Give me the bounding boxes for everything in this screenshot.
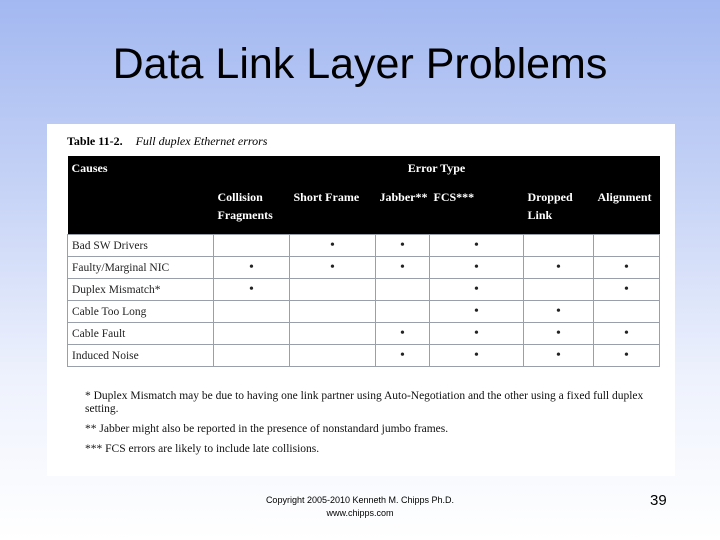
empty-cell <box>524 235 594 257</box>
table-notes <box>85 390 655 463</box>
cause-cell: Bad SW Drivers <box>68 235 214 257</box>
error-bullet: • <box>430 301 524 323</box>
error-bullet: • <box>376 323 430 345</box>
error-bullet: • <box>524 301 594 323</box>
empty-cell <box>214 235 290 257</box>
empty-cell <box>214 301 290 323</box>
note-duplex-mismatch: * Duplex Mismatch may be due to having one link partner using Auto-Negotiation and the other using a fixed full duplex setting. <box>85 390 644 415</box>
empty-cell <box>376 301 430 323</box>
copyright-footer <box>210 494 510 520</box>
error-bullet: • <box>594 345 660 367</box>
error-bullet: • <box>430 345 524 367</box>
column-header: Alignment <box>594 180 660 235</box>
header-error-type: Error Type <box>214 156 660 180</box>
slide-title: Data Link Layer Problems <box>112 40 608 88</box>
error-bullet: • <box>376 345 430 367</box>
cause-cell: Faulty/Marginal NIC <box>68 257 214 279</box>
error-table <box>67 156 660 367</box>
empty-cell <box>290 323 376 345</box>
page-number: 39 <box>650 492 667 509</box>
header-causes: Causes <box>68 156 214 180</box>
empty-cell <box>214 345 290 367</box>
error-bullet: • <box>430 279 524 301</box>
note-jabber: ** Jabber might also be reported in the presence of nonstandard jumbo frames. <box>85 423 449 435</box>
empty-cell <box>290 345 376 367</box>
table-caption <box>67 134 267 149</box>
header-blank <box>68 180 214 235</box>
column-header: Jabber** <box>376 180 430 235</box>
table-caption-number: Table 11-2. <box>67 134 123 148</box>
column-header: Collision Fragments <box>214 180 290 235</box>
error-bullet: • <box>524 323 594 345</box>
column-header: Short Frame <box>290 180 376 235</box>
error-bullet: • <box>214 279 290 301</box>
copyright-text: Copyright 2005-2010 Kenneth M. Chipps Ph.D. <box>265 495 455 505</box>
table-row <box>68 235 660 257</box>
column-header: FCS*** <box>430 180 524 235</box>
empty-cell <box>376 279 430 301</box>
empty-cell <box>214 323 290 345</box>
table-figure <box>47 124 675 476</box>
empty-cell <box>290 301 376 323</box>
empty-cell <box>290 279 376 301</box>
empty-cell <box>594 301 660 323</box>
error-bullet: • <box>290 257 376 279</box>
error-bullet: • <box>430 235 524 257</box>
cause-cell: Induced Noise <box>68 345 214 367</box>
table-row <box>68 345 660 367</box>
error-bullet: • <box>376 235 430 257</box>
note-fcs: *** FCS errors are likely to include late collisions. <box>85 443 320 455</box>
table-row <box>68 301 660 323</box>
error-bullet: • <box>290 235 376 257</box>
error-bullet: • <box>430 257 524 279</box>
table-row <box>68 257 660 279</box>
table-row <box>68 323 660 345</box>
error-bullet: • <box>524 257 594 279</box>
error-bullet: • <box>214 257 290 279</box>
error-bullet: • <box>594 257 660 279</box>
empty-cell <box>594 235 660 257</box>
column-header: Dropped Link <box>524 180 594 235</box>
error-bullet: • <box>594 279 660 301</box>
cause-cell: Duplex Mismatch* <box>68 279 214 301</box>
website-url: www.chipps.com <box>326 508 394 518</box>
error-bullet: • <box>594 323 660 345</box>
cause-cell: Cable Too Long <box>68 301 214 323</box>
error-bullet: • <box>524 345 594 367</box>
error-bullet: • <box>430 323 524 345</box>
cause-cell: Cable Fault <box>68 323 214 345</box>
error-bullet: • <box>376 257 430 279</box>
empty-cell <box>524 279 594 301</box>
table-row <box>68 279 660 301</box>
table-caption-title: Full duplex Ethernet errors <box>135 134 268 148</box>
